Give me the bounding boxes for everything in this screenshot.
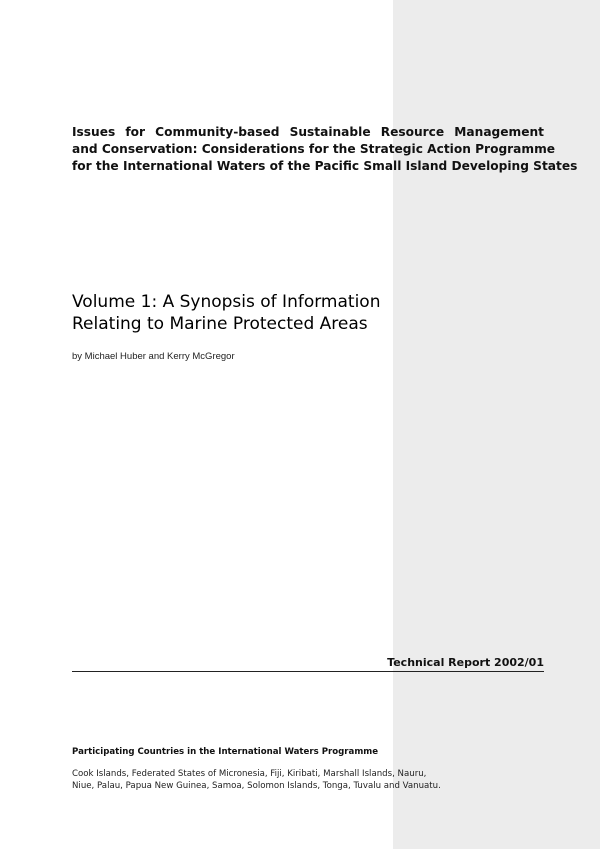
volume-title-line-1: Volume 1: A Synopsis of Information <box>72 292 381 312</box>
countries-line-1: Cook Islands, Federated States of Micronesia, Fiji, Kiribati, Marshall Islands, Nauru, <box>72 769 427 779</box>
series-title-line-2: and Conservation: Considerations for the Strategic Action Programme <box>72 142 556 156</box>
report-id: Technical Report 2002/01 <box>387 656 544 669</box>
volume-title <box>72 291 392 335</box>
divider-rule <box>72 671 544 672</box>
series-title <box>72 124 578 175</box>
series-title-line-3: for the International Waters of the Pacific Small Island Developing States <box>72 159 578 173</box>
authors: by Michael Huber and Kerry McGregor <box>72 351 235 362</box>
participating-countries-list <box>72 768 472 792</box>
series-title-line-1: Issues for Community-based Sustainable Resource Management <box>72 125 544 139</box>
countries-line-2: Niue, Palau, Papua New Guinea, Samoa, Solomon Islands, Tonga, Tuvalu and Vanuatu. <box>72 781 441 791</box>
participating-countries-heading: Participating Countries in the International Waters Programme <box>72 747 379 757</box>
volume-title-line-2: Relating to Marine Protected Areas <box>72 314 368 334</box>
